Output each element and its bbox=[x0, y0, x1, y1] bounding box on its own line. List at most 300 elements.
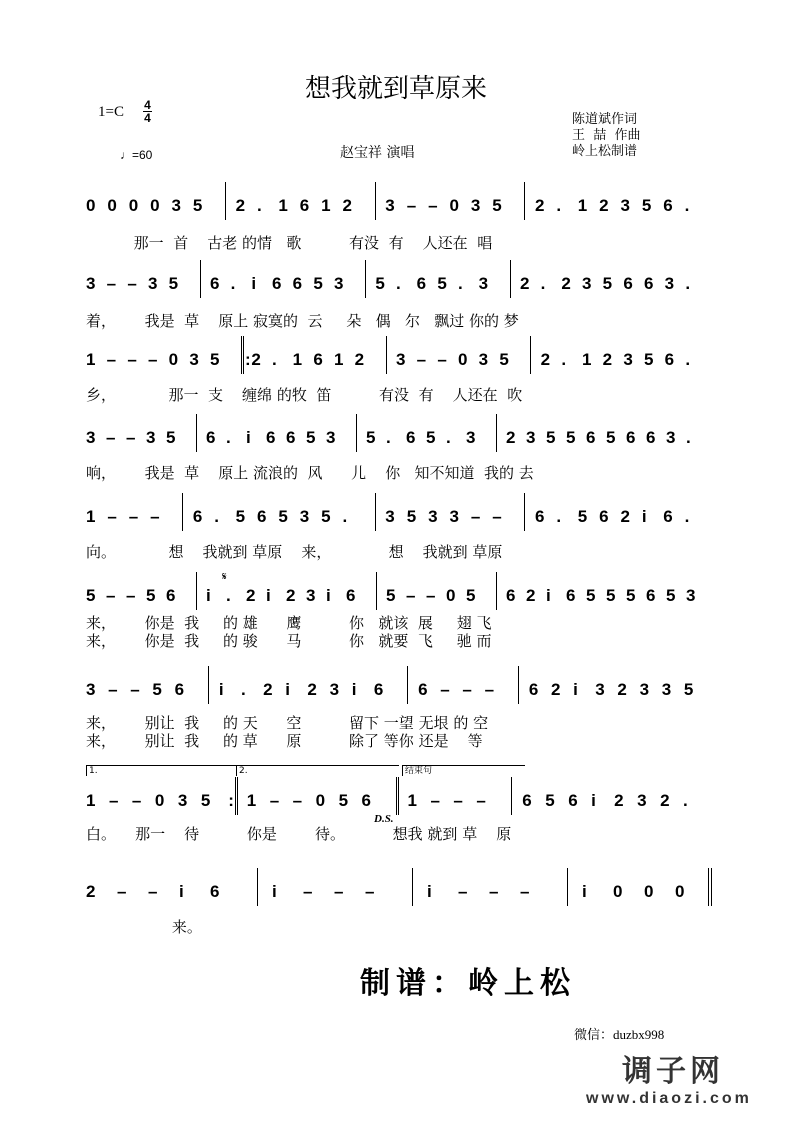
note: – bbox=[520, 882, 530, 901]
note: i bbox=[582, 882, 587, 901]
note: 3 bbox=[86, 428, 96, 447]
note: 2 bbox=[660, 791, 670, 810]
volta-bracket-second: 2. bbox=[236, 765, 399, 776]
note: . bbox=[230, 274, 236, 293]
note: – bbox=[126, 586, 136, 605]
note: 0 bbox=[168, 350, 179, 369]
note: 6 bbox=[416, 274, 427, 293]
note: 3 bbox=[396, 350, 406, 369]
note: 3 bbox=[664, 274, 675, 293]
page-title: 想我就到草原来 bbox=[304, 74, 487, 104]
note: 3 bbox=[334, 274, 344, 293]
time-signature-bottom: 4 bbox=[144, 111, 151, 125]
note: – bbox=[108, 791, 119, 810]
note: . bbox=[214, 507, 219, 526]
barline bbox=[182, 493, 183, 531]
note: . bbox=[458, 274, 463, 293]
note: – bbox=[106, 586, 116, 605]
note: 5 bbox=[278, 507, 288, 526]
note: 5 bbox=[210, 350, 220, 369]
note: 6 bbox=[192, 507, 203, 526]
note: 5 bbox=[406, 507, 417, 526]
repeat-dots: : bbox=[228, 791, 234, 810]
note: 6 bbox=[534, 507, 545, 526]
note: . bbox=[342, 507, 348, 526]
lyrics-line: 向。 想 我就到 草原 来， 想 我就到 草原 bbox=[86, 543, 503, 561]
score-system bbox=[86, 570, 716, 656]
note: . bbox=[561, 350, 567, 369]
note: – bbox=[458, 882, 468, 901]
score-system bbox=[86, 196, 716, 266]
note: 6 bbox=[626, 428, 636, 447]
note: 3 bbox=[666, 428, 676, 447]
note: 5 bbox=[466, 586, 476, 605]
note: i bbox=[218, 680, 224, 699]
note: . bbox=[685, 350, 691, 369]
singer-credit: 赵宝祥 演唱 bbox=[340, 145, 415, 161]
note: 6 bbox=[286, 428, 296, 447]
barline bbox=[235, 777, 238, 815]
note: 6 bbox=[646, 428, 656, 447]
note: . bbox=[226, 428, 231, 447]
note: 5 bbox=[192, 196, 203, 215]
barline bbox=[376, 572, 377, 610]
note: 1 bbox=[292, 350, 303, 369]
barline bbox=[356, 414, 357, 452]
note: 6 bbox=[174, 680, 185, 699]
note: 0 bbox=[150, 196, 160, 215]
note: 5 bbox=[146, 586, 156, 605]
barline bbox=[524, 493, 525, 531]
note: 2 bbox=[235, 196, 246, 215]
note: 5 bbox=[683, 680, 694, 699]
note: 5 bbox=[152, 680, 162, 699]
barline bbox=[386, 336, 387, 374]
note: – bbox=[416, 350, 427, 369]
note: 3 bbox=[526, 428, 536, 447]
segno-sign: 𝄋 bbox=[222, 570, 227, 583]
time-signature-top: 4 bbox=[144, 98, 151, 112]
note: – bbox=[150, 507, 160, 526]
note: 5 bbox=[338, 791, 349, 810]
note: 0 bbox=[107, 196, 117, 215]
note: i bbox=[285, 680, 291, 699]
note: . bbox=[685, 274, 691, 293]
note: 2 bbox=[602, 350, 613, 369]
barline bbox=[511, 777, 512, 815]
note: 0 bbox=[644, 882, 654, 901]
note: 5 bbox=[626, 586, 636, 605]
note: 0 bbox=[458, 350, 468, 369]
note: – bbox=[406, 586, 416, 605]
barline bbox=[208, 666, 209, 704]
note: 5 bbox=[586, 586, 596, 605]
barline bbox=[530, 336, 531, 374]
note: – bbox=[430, 791, 440, 810]
note: – bbox=[406, 196, 417, 215]
note: i bbox=[179, 882, 184, 901]
note: 2 bbox=[263, 680, 273, 699]
note: 3 bbox=[595, 680, 605, 699]
note: – bbox=[292, 791, 303, 810]
note: 1 bbox=[577, 196, 588, 215]
note: . bbox=[556, 196, 562, 215]
note: 3 bbox=[385, 196, 395, 215]
note: – bbox=[303, 882, 313, 901]
final-barline bbox=[708, 868, 712, 906]
note: 3 bbox=[385, 507, 395, 526]
notes-line bbox=[86, 791, 716, 815]
barline bbox=[375, 182, 376, 220]
note: 6 bbox=[206, 428, 216, 447]
note: 1 bbox=[582, 350, 592, 369]
note: – bbox=[106, 350, 117, 369]
lyrics-line: 乡， 那一 支 缠绵 的牧 笛 有没 有 人还在 吹 bbox=[86, 386, 523, 404]
note: 6 bbox=[210, 882, 220, 901]
note: 5 bbox=[200, 791, 211, 810]
score-system bbox=[86, 350, 716, 420]
lyrics-line: 着， 我是 草 原上 寂寞的 云 朵 偶 尔 飘过 你的 梦 bbox=[86, 312, 519, 330]
note: 6 bbox=[166, 586, 176, 605]
barline bbox=[567, 868, 568, 906]
note: – bbox=[130, 680, 140, 699]
note: . bbox=[386, 428, 391, 447]
note: 3 bbox=[582, 274, 592, 293]
note: 1 bbox=[321, 196, 331, 215]
note: 5 bbox=[426, 428, 436, 447]
lyrics-line: 来， 你是 我 的 骏 马 你 就要 飞 驰 而 bbox=[86, 632, 492, 650]
note: 6 bbox=[568, 791, 578, 810]
note: 3 bbox=[171, 196, 181, 215]
note: 3 bbox=[148, 274, 158, 293]
note: – bbox=[428, 196, 438, 215]
note: 5 bbox=[566, 428, 576, 447]
barline bbox=[496, 414, 497, 452]
time-signature bbox=[143, 99, 152, 124]
barline bbox=[200, 260, 201, 298]
score-system bbox=[86, 680, 716, 750]
note: 3 bbox=[637, 791, 647, 810]
note: – bbox=[269, 791, 280, 810]
note: – bbox=[484, 680, 495, 699]
note: . bbox=[241, 680, 246, 699]
note: . bbox=[684, 196, 690, 215]
note: – bbox=[437, 350, 447, 369]
note: 2 bbox=[307, 680, 317, 699]
note: 6 bbox=[299, 196, 310, 215]
note: – bbox=[148, 882, 158, 901]
barline bbox=[496, 572, 497, 610]
note: 3 bbox=[470, 196, 481, 215]
note: 6 bbox=[663, 196, 673, 215]
notes-line bbox=[86, 350, 716, 374]
note: . bbox=[257, 196, 262, 215]
lyrics-line: 来， 别让 我 的 天 空 留下 一望 无垠 的 空 bbox=[86, 714, 489, 732]
note: 3 bbox=[86, 680, 96, 699]
barline bbox=[241, 336, 244, 374]
note: 6 bbox=[272, 274, 282, 293]
barline bbox=[196, 572, 197, 610]
barline bbox=[518, 666, 519, 704]
note: – bbox=[470, 507, 481, 526]
note: . bbox=[446, 428, 451, 447]
note: 2 bbox=[251, 350, 261, 369]
note: 0 bbox=[613, 882, 623, 901]
note: 6 bbox=[373, 680, 384, 699]
note: 0 bbox=[675, 882, 685, 901]
score-system bbox=[86, 428, 716, 498]
score-system bbox=[86, 274, 716, 344]
note: – bbox=[489, 882, 499, 901]
note: 5 bbox=[606, 586, 616, 605]
note: 2 bbox=[561, 274, 571, 293]
note: 6 bbox=[599, 507, 609, 526]
note: – bbox=[127, 274, 137, 293]
watermark-url: www.diaozi.com bbox=[586, 1090, 752, 1107]
note: 1 bbox=[86, 507, 96, 526]
note: 0 bbox=[315, 791, 326, 810]
note: 3 bbox=[623, 350, 633, 369]
note: 3 bbox=[449, 507, 459, 526]
ds-marking: D.S. bbox=[374, 813, 394, 825]
note: 2 bbox=[617, 680, 627, 699]
note: . bbox=[272, 350, 277, 369]
note: 5 bbox=[545, 791, 555, 810]
note: i bbox=[246, 428, 251, 447]
note: 2 bbox=[246, 586, 256, 605]
note: 3 bbox=[661, 680, 672, 699]
note: 0 bbox=[154, 791, 165, 810]
note: 6 bbox=[346, 586, 356, 605]
note: – bbox=[426, 586, 436, 605]
note: 3 bbox=[299, 507, 310, 526]
note: 5 bbox=[666, 586, 676, 605]
note: 6 bbox=[257, 507, 267, 526]
lyrics-line: 来。 bbox=[86, 918, 202, 936]
note: 6 bbox=[292, 274, 303, 293]
note: 3 bbox=[177, 791, 188, 810]
note: 1 bbox=[278, 196, 288, 215]
note: 2 bbox=[614, 791, 624, 810]
note: . bbox=[686, 428, 691, 447]
note: 3 bbox=[686, 586, 696, 605]
note: 1 bbox=[407, 791, 417, 810]
note: . bbox=[226, 586, 231, 605]
note: 2 bbox=[286, 586, 296, 605]
note: 2 bbox=[526, 586, 536, 605]
note: – bbox=[131, 791, 142, 810]
note: . bbox=[540, 274, 546, 293]
note: i bbox=[591, 791, 596, 810]
watermark-logo: 调子网 bbox=[622, 1054, 724, 1089]
note: 6 bbox=[586, 428, 596, 447]
score-system bbox=[86, 766, 716, 861]
note: 3 bbox=[466, 428, 476, 447]
note: – bbox=[107, 507, 117, 526]
lyricist-credit: 陈道斌作词 bbox=[572, 112, 638, 127]
note: i bbox=[641, 507, 647, 526]
note: 3 bbox=[326, 428, 336, 447]
notes-line bbox=[86, 882, 716, 906]
barline bbox=[365, 260, 366, 298]
note: 5 bbox=[306, 428, 316, 447]
note: 3 bbox=[146, 428, 156, 447]
note: – bbox=[476, 791, 486, 810]
note: i bbox=[573, 680, 578, 699]
note: 1 bbox=[86, 791, 96, 810]
note: 5 bbox=[492, 196, 502, 215]
note: – bbox=[440, 680, 450, 699]
note: 0 bbox=[86, 196, 96, 215]
notes-line bbox=[86, 196, 716, 220]
note: 5 bbox=[321, 507, 331, 526]
note: 5 bbox=[602, 274, 613, 293]
note: 5 bbox=[86, 586, 96, 605]
note: 3 bbox=[478, 350, 489, 369]
note: i bbox=[427, 882, 432, 901]
note: – bbox=[108, 680, 118, 699]
note: 2 bbox=[342, 196, 353, 215]
note: i bbox=[266, 586, 271, 605]
note: – bbox=[126, 428, 136, 447]
note: 3 bbox=[639, 680, 650, 699]
lyrics-line: 那一 首 古老 的情 歌 有没 有 人还在 唱 bbox=[86, 234, 493, 252]
note: 6 bbox=[313, 350, 323, 369]
note: 6 bbox=[361, 791, 372, 810]
barline bbox=[257, 868, 258, 906]
note: 5 bbox=[644, 350, 654, 369]
notes-line bbox=[86, 507, 716, 531]
note: 6 bbox=[646, 586, 656, 605]
lyrics-line: 来， 你是 我 的 雄 鹰 你 就该 展 翅 飞 bbox=[86, 614, 492, 632]
note: – bbox=[128, 507, 139, 526]
notes-line bbox=[86, 680, 716, 704]
note: i bbox=[272, 882, 277, 901]
lyrics-line: 白。 那一 待 你是 待。 想我 就到 草 原 bbox=[86, 825, 512, 843]
note: – bbox=[334, 882, 344, 901]
composer-credit: 王 喆 作曲 bbox=[572, 128, 641, 143]
barline bbox=[196, 414, 197, 452]
credits-block bbox=[572, 112, 641, 160]
note: 5 bbox=[577, 507, 588, 526]
note: 6 bbox=[528, 680, 539, 699]
note: 6 bbox=[406, 428, 416, 447]
note: 2 bbox=[86, 882, 96, 901]
note: 5 bbox=[437, 274, 447, 293]
note: 5 bbox=[546, 428, 556, 447]
note: i bbox=[546, 586, 551, 605]
note: 5 bbox=[499, 350, 509, 369]
note: 3 bbox=[329, 680, 340, 699]
note: 2 bbox=[506, 428, 516, 447]
note: 2 bbox=[620, 507, 630, 526]
note: 3 bbox=[428, 507, 438, 526]
note: i bbox=[326, 586, 331, 605]
note: 3 bbox=[86, 274, 96, 293]
note: 5 bbox=[386, 586, 396, 605]
note: – bbox=[106, 274, 117, 293]
note: 6 bbox=[506, 586, 516, 605]
key-signature: 1=C bbox=[98, 104, 124, 120]
note: 5 bbox=[366, 428, 376, 447]
note: 2 bbox=[540, 350, 551, 369]
note: 1 bbox=[86, 350, 96, 369]
note: – bbox=[365, 882, 375, 901]
barline bbox=[407, 666, 408, 704]
lyrics-line: 响， 我是 草 原上 流浪的 风 儿 你 知不知道 我的 去 bbox=[86, 464, 534, 482]
notes-line bbox=[86, 428, 716, 452]
note: 5 bbox=[235, 507, 246, 526]
note: 2 bbox=[599, 196, 609, 215]
note: . bbox=[683, 791, 688, 810]
note: 3 bbox=[620, 196, 630, 215]
notes-line bbox=[86, 274, 716, 298]
lyrics-line: 来， 别让 我 的 草 原 除了 等你 还是 等 bbox=[86, 732, 483, 750]
repeat-dots: : bbox=[245, 350, 251, 369]
note: 6 bbox=[663, 507, 673, 526]
note: 3 bbox=[189, 350, 199, 369]
note: i bbox=[206, 586, 211, 605]
note: 6 bbox=[522, 791, 532, 810]
barline bbox=[510, 260, 511, 298]
tempo-marking: ♩=60 bbox=[120, 148, 153, 162]
barline bbox=[396, 777, 399, 815]
note: 2 bbox=[354, 350, 365, 369]
note: – bbox=[462, 680, 472, 699]
note: 0 bbox=[128, 196, 139, 215]
score-system bbox=[86, 882, 716, 952]
note: 2 bbox=[520, 274, 530, 293]
signature-text: 制谱：岭上松 bbox=[360, 966, 576, 1001]
note: 6 bbox=[644, 274, 654, 293]
note: 5 bbox=[168, 274, 179, 293]
note: 1 bbox=[246, 791, 257, 810]
note: . bbox=[556, 507, 562, 526]
barline bbox=[225, 182, 226, 220]
note: 5 bbox=[313, 274, 323, 293]
note: 3 bbox=[478, 274, 489, 293]
volta-bracket-first: 1. bbox=[86, 765, 239, 776]
note: 6 bbox=[664, 350, 675, 369]
note: – bbox=[106, 428, 116, 447]
note: 3 bbox=[306, 586, 316, 605]
note: . bbox=[396, 274, 401, 293]
volta-bracket-ending: 结束句 bbox=[402, 765, 525, 776]
note: 5 bbox=[375, 274, 385, 293]
arranger-credit: 岭上松制谱 bbox=[572, 144, 638, 159]
note: – bbox=[117, 882, 127, 901]
note: – bbox=[492, 507, 502, 526]
note: 5 bbox=[641, 196, 652, 215]
note: – bbox=[148, 350, 158, 369]
barline bbox=[375, 493, 376, 531]
wechat-id: 微信：duzbx998 bbox=[574, 1027, 665, 1042]
note: 6 bbox=[418, 680, 428, 699]
note: . bbox=[684, 507, 690, 526]
note: 6 bbox=[210, 274, 220, 293]
barline bbox=[524, 182, 525, 220]
note: 2 bbox=[551, 680, 561, 699]
notes-line bbox=[86, 586, 716, 610]
note: i bbox=[351, 680, 357, 699]
barline bbox=[412, 868, 413, 906]
note: 1 bbox=[334, 350, 344, 369]
note: 6 bbox=[566, 586, 576, 605]
note: 5 bbox=[166, 428, 176, 447]
note: 6 bbox=[623, 274, 633, 293]
note: 2 bbox=[534, 196, 545, 215]
score-system bbox=[86, 507, 716, 577]
